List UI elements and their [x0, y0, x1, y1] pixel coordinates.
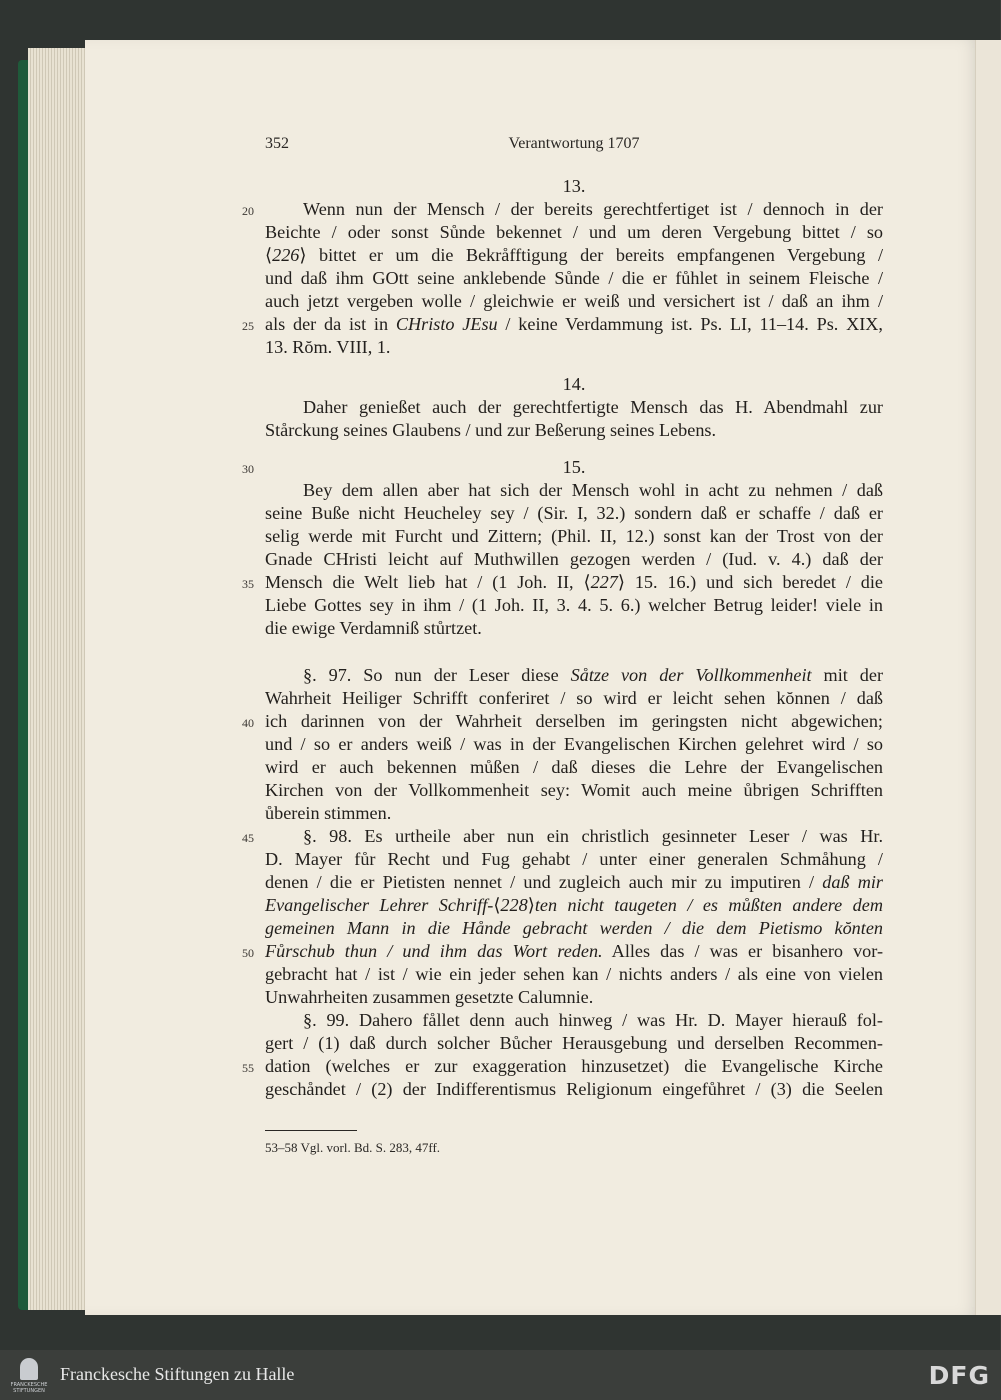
- text-line: [242, 1055, 883, 1078]
- line-text: und / so er anders weiß / was in der Evangelischen Kirchen gelehret wird / so: [265, 734, 883, 754]
- line-text: gebracht hat / ist / wie ein jeder sehen kan / nichts anders / als eine von vielen: [265, 964, 883, 984]
- line-text: und daß ihm GOtt seine anklebende Sůnde / die er fůhlet in seinem Fleische /: [265, 268, 883, 288]
- line-text: Daher genießet auch der gerechtfertigte Mensch das H. Abendmahl zur: [303, 397, 883, 417]
- line-text: ⟨226⟩ bittet er um die Bekråfftigung der bereits empfangenen Vergebung /: [265, 245, 883, 265]
- paragraph-gap: [265, 442, 883, 456]
- text-line: [265, 963, 883, 986]
- text-line: [265, 1009, 883, 1032]
- facing-page-edge: [975, 40, 1001, 1315]
- text-line: [265, 396, 883, 419]
- section-number: [242, 456, 883, 479]
- text-line: [265, 917, 883, 940]
- paragraph-gap: [265, 640, 883, 664]
- paragraph-gap: [265, 359, 883, 373]
- line-number: 20: [242, 204, 254, 218]
- text-line: [265, 1078, 883, 1101]
- text-line: [242, 198, 883, 221]
- text-line: [265, 848, 883, 871]
- line-text: Fůrschub thun / und ihm das Wort reden. Alles das / was er bisanhero vor-: [265, 941, 883, 961]
- line-number: 35: [242, 577, 254, 591]
- text-line: [265, 687, 883, 710]
- line-text: gemeinen Mann in die Hånde gebracht werden / die dem Pietismo kŏnten: [265, 918, 883, 938]
- footer-bar: [0, 1350, 1000, 1400]
- line-text: 14.: [562, 374, 586, 394]
- logo-icon: [20, 1358, 38, 1380]
- line-text: 13. Rŏm. VIII, 1.: [265, 337, 391, 357]
- text-line: [265, 733, 883, 756]
- line-text: Wenn nun der Mensch / der bereits gerechtfertiget ist / dennoch in der: [303, 199, 883, 219]
- line-text: seine Bußе nicht Heucheley sey / (Sir. I, 32.) sondern daß er schaffe / daß er: [265, 503, 883, 523]
- line-text: Mensch die Welt lieb hat / (1 Joh. II, ⟨227⟩ 15. 16.) und sich beredet / die: [265, 572, 883, 592]
- text-line: [265, 664, 883, 687]
- logo-text: FRANCKESCHE STIFTUNGEN: [10, 1382, 48, 1394]
- dfg-logo: DFG: [928, 1361, 990, 1390]
- text-line: [265, 244, 883, 267]
- institution-name: Franckesche Stiftungen zu Halle: [60, 1364, 295, 1384]
- line-text: Beichte / oder sonst Sůnde bekennet / und um deren Vergebung bittet / so: [265, 222, 883, 242]
- text-line: [265, 779, 883, 802]
- text-line: [265, 479, 883, 502]
- text-line: [242, 710, 883, 733]
- line-number: 50: [242, 946, 254, 960]
- line-text: denen / die er Pietisten nennet / und zugleich auch mir zu imputiren / daß mir: [265, 872, 883, 892]
- line-number: 55: [242, 1061, 254, 1075]
- line-number: 40: [242, 716, 254, 730]
- line-text: die ewige Verdamniß stůrtzet.: [265, 618, 482, 638]
- text-line: [265, 594, 883, 617]
- text-line: [265, 1032, 883, 1055]
- line-text: 15.: [562, 457, 586, 477]
- section-number: [265, 175, 883, 198]
- line-text: auch jetzt vergeben wolle / gleichwie er weiß und versichert ist / daß an ihm /: [265, 291, 883, 311]
- line-text: selig werde mit Furcht und Zittern; (Phil. II, 12.) sonst kan der Trost von der: [265, 526, 883, 546]
- text-line: [265, 502, 883, 525]
- text-line: [265, 267, 883, 290]
- text-line: [265, 894, 883, 917]
- line-number: 30: [242, 462, 254, 476]
- line-number: 45: [242, 831, 254, 845]
- footnote: 53–58 Vgl. vorl. Bd. S. 283, 47ff.: [265, 1140, 441, 1155]
- line-text: D. Mayer fůr Recht und Fug gehabt / unter einer generalen Schmåhung /: [265, 849, 883, 869]
- text-line: [265, 802, 883, 825]
- franckesche-logo: [8, 1356, 50, 1396]
- line-text: Evangelischer Lehrer Schriff-⟨228⟩ten nicht taugeten / es můßten andere dem: [265, 895, 883, 915]
- text-line: [242, 571, 883, 594]
- line-text: dation (welches er zur exaggeration hinzusetzet) die Evangelische Kirche: [265, 1056, 883, 1076]
- line-text: ůberein stimmen.: [265, 803, 392, 823]
- line-text: Bey dem allen aber hat sich der Mensch wohl in acht zu nehmen / daß: [303, 480, 883, 500]
- text-line: [265, 871, 883, 894]
- line-text: geschåndet / (2) der Indifferentismus Religionum eingefůhret / (3) die Seelen: [265, 1079, 883, 1099]
- text-line: [265, 290, 883, 313]
- line-text: wird er auch bekennen můßen / daß dieses die Lehre der Evangelischen: [265, 757, 883, 777]
- line-text: Stårckung seines Glaubens / und zur Beßerung seines Lebens.: [265, 420, 717, 440]
- line-text: ich darinnen von der Wahrheit derselben im geringsten nicht abgewichen;: [265, 711, 883, 731]
- footnote-rule: [265, 1130, 357, 1131]
- text-line: [265, 525, 883, 548]
- line-text: 13.: [562, 176, 586, 196]
- body-text: [242, 175, 884, 1101]
- text-line: [242, 825, 883, 848]
- line-text: §. 97. So nun der Leser diese Såtze von der Vollkommenheit mit der: [303, 665, 884, 685]
- page-number: 352: [265, 135, 289, 152]
- text-line: [265, 221, 883, 244]
- text-line: [242, 313, 883, 336]
- line-text: gert / (1) daß durch solcher Bůcher Herausgebung und derselben Recommen-: [265, 1033, 883, 1053]
- running-header: [265, 135, 883, 159]
- text-line: [265, 986, 883, 1009]
- text-line: [265, 336, 883, 359]
- text-line: [265, 617, 883, 640]
- text-line: [242, 940, 883, 963]
- line-text: Wahrheit Heiliger Schrifft conferiret / so wird er leicht sehen kŏnnen / daß: [265, 688, 883, 708]
- text-line: [265, 756, 883, 779]
- text-line: [265, 548, 883, 571]
- line-text: Gnade CHristi leicht auf Muthwillen gezogen werden / (Iud. v. 4.) daß der: [265, 549, 883, 569]
- line-text: Unwahrheiten zusammen gesetzte Calumnie.: [265, 987, 594, 1007]
- line-text: als der da ist in CHristo JEsu / keine Verdammung ist. Ps. LI, 11–14. Ps. XIX,: [265, 314, 883, 334]
- line-text: §. 98. Es urtheile aber nun ein christlich gesinneter Leser / was Hr.: [303, 826, 883, 846]
- page-stack-edge: [28, 48, 88, 1310]
- text-line: [265, 419, 883, 442]
- line-number: 25: [242, 319, 254, 333]
- section-number: [265, 373, 883, 396]
- running-title: Verantwortung 1707: [508, 135, 640, 152]
- line-text: §. 99. Dahero fållet denn auch hinweg / was Hr. D. Mayer hierauß fol-: [303, 1010, 883, 1030]
- line-text: Liebe Gottes sey in ihm / (1 Joh. II, 3. 4. 5. 6.) welcher Betrug leider! viele in: [265, 595, 883, 615]
- line-text: Kirchen von der Vollkommenheit sey: Womit auch meine ůbrigen Schrifften: [265, 780, 883, 800]
